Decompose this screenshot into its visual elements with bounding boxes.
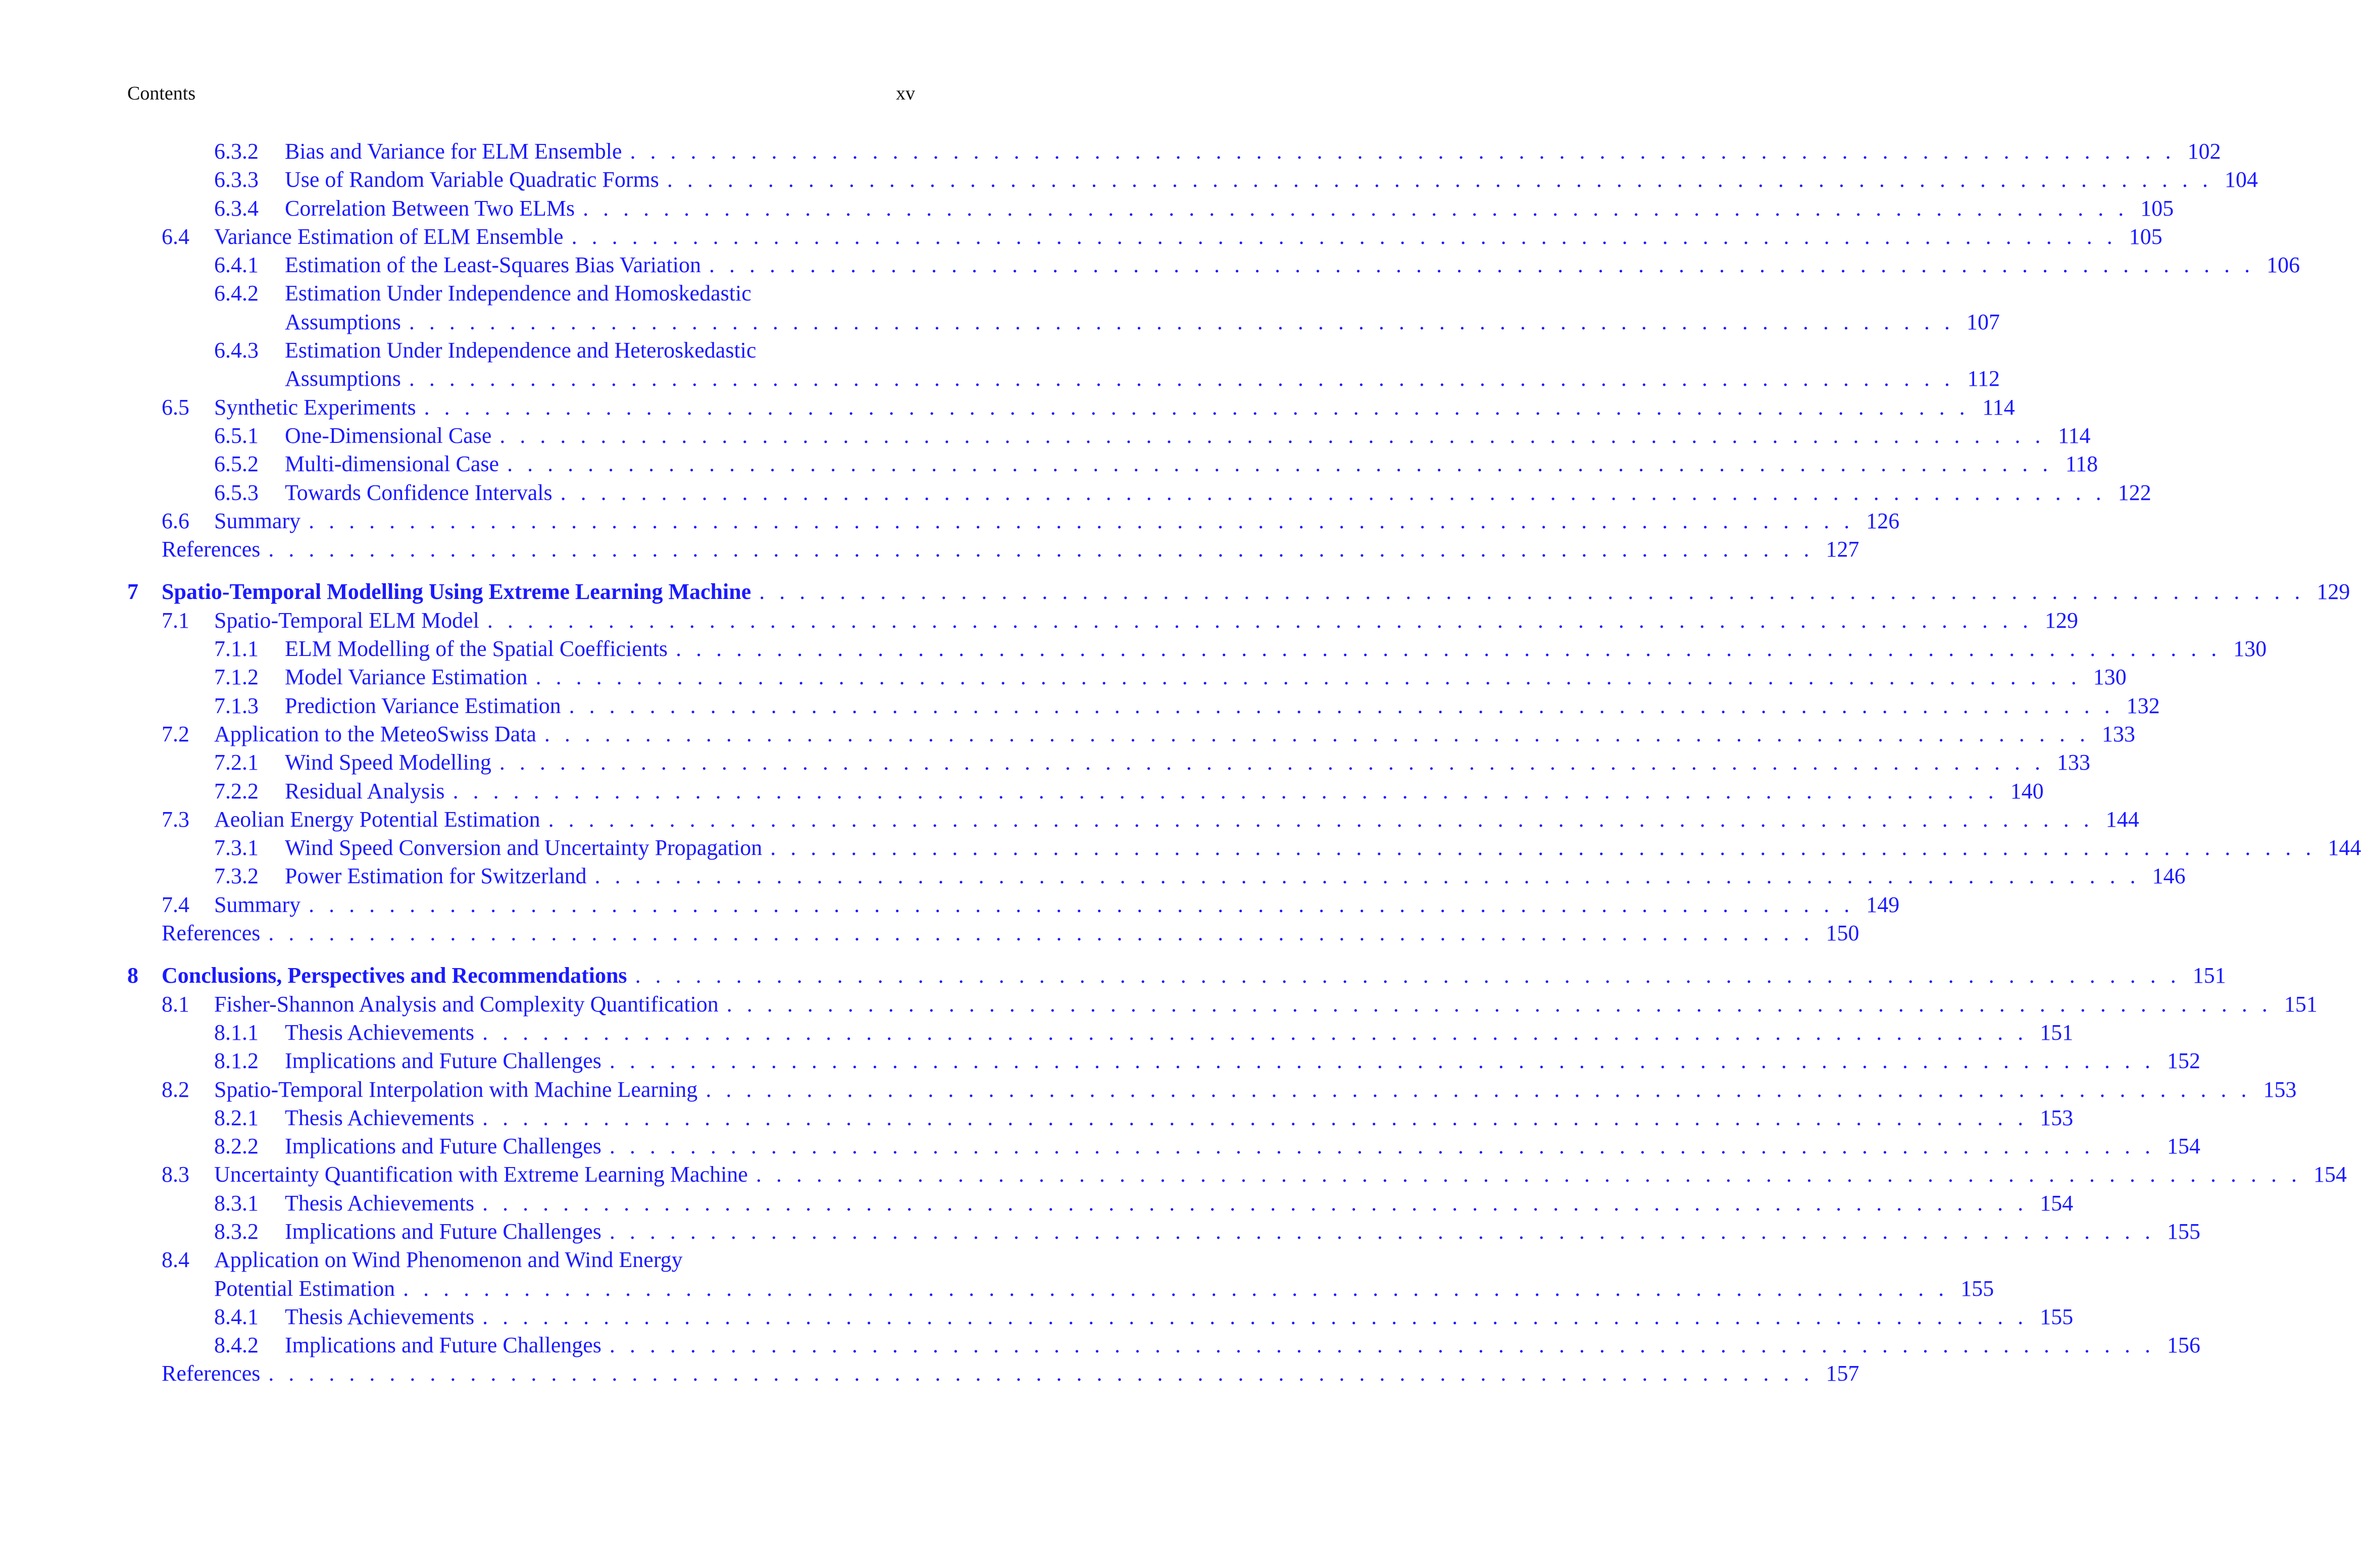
page-ref[interactable]: 106 [2267,252,2300,278]
leader-dots: . . . . . . . . . . . . . . . . . . . . . . . . . . . . . . . . . . . . . . . . . . . . . . . . . . . . . . . . . . . . . . . . . . . . . . . . . . . . . [569,693,2115,718]
page-ref[interactable]: 132 [2126,693,2160,718]
leader-dots: . . . . . . . . . . . . . . . . . . . . . . . . . . . . . . . . . . . . . . . . . . . . . . . . . . . . . . . . . . . . . . . . . . . . . . . . . . . . . [544,721,2090,746]
leader-dots: . . . . . . . . . . . . . . . . . . . . . . . . . . . . . . . . . . . . . . . . . . . . . . . . . . . . . . . . . . . . . . . . . . . . . . . . . . . . . [560,480,2106,505]
section-title[interactable]: Spatio-Temporal Interpolation with Machine Learning [214,1077,698,1102]
page-ref[interactable]: 127 [1826,537,1860,562]
toc-entry[interactable] [127,336,915,365]
page-ref[interactable]: 156 [2167,1333,2200,1358]
section-title[interactable]: Summary [214,892,301,917]
page-ref[interactable]: 150 [1826,921,1860,946]
section-number: 6.3.4 [214,195,259,221]
section-title[interactable]: Power Estimation for Switzerland [285,864,587,889]
page-ref[interactable]: 144 [2105,806,2139,832]
section-title[interactable]: Uncertainty Quantification with Extreme Learning Machine [214,1162,748,1187]
section-title[interactable]: Wind Speed Modelling [285,750,491,775]
section-title[interactable]: Implications and Future Challenges [285,1134,601,1159]
toc-entry[interactable] [127,223,2163,251]
leader-dots: . . . . . . . . . . . . . . . . . . . . . . . . . . . . . . . . . . . . . . . . . . . . . . . . . . . . . . . . . . . . . . . . . . . . . . . . . . . . . [403,1276,1949,1301]
section-title[interactable]: Thesis Achievements [285,1020,475,1045]
toc-entry-references[interactable] [127,1359,1860,1388]
section-number: 8.3 [162,1162,189,1187]
section-title[interactable]: Implications and Future Challenges [285,1219,601,1244]
page-ref[interactable]: 107 [1966,309,2000,334]
section-title[interactable]: Use of Random Variable Quadratic Forms [285,167,659,192]
toc-entry[interactable] [127,1331,2200,1359]
toc-entry-continuation[interactable] [127,308,2000,336]
toc-entry[interactable] [127,1104,2074,1132]
toc-entry[interactable] [127,251,2300,279]
page-ref[interactable]: 130 [2093,665,2127,690]
leader-dots: . . . . . . . . . . . . . . . . . . . . . . . . . . . . . . . . . . . . . . . . . . . . . . . . . . . . . . . . . . . . . . . . . . . . . . . . . . . . . [548,806,2094,832]
section-number: 8.3.2 [214,1219,259,1244]
leader-dots: . . . . . . . . . . . . . . . . . . . . . . . . . . . . . . . . . . . . . . . . . . . . . . . . . . . . . . . . . . . . . . . . . . . . . . . . . . . . . [482,1190,2028,1216]
page-ref[interactable]: 153 [2263,1077,2297,1102]
toc-entry[interactable] [127,834,2361,862]
toc-entry[interactable] [127,990,2318,1019]
toc-entry[interactable] [127,279,915,308]
toc-entry[interactable] [127,1019,2074,1047]
chapter-title[interactable]: Spatio-Temporal Modelling Using Extreme Learning Machine [162,579,751,604]
leader-dots: . . . . . . . . . . . . . . . . . . . . . . . . . . . . . . . . . . . . . . . . . . . . . . . . . . . . . . . . . . . . . . . . . . . . . . . . . . . . . [409,309,1954,334]
section-title[interactable]: Spatio-Temporal ELM Model [214,608,479,633]
page-ref[interactable]: 149 [1866,892,1900,917]
section-number: 6.5.1 [214,423,259,448]
toc-entry[interactable] [127,450,2098,478]
page-ref[interactable]: 154 [2313,1162,2347,1187]
toc-entry[interactable] [127,1246,915,1274]
section-number: 6.4 [162,224,189,249]
leader-dots: . . . . . . . . . . . . . . . . . . . . . . . . . . . . . . . . . . . . . . . . . . . . . . . . . . . . . . . . . . . . . . . . . . . . . . . . . . . . . [594,864,2140,889]
section-title[interactable]: Summary [214,508,301,533]
toc-entry[interactable] [127,1189,2074,1218]
leader-dots: . . . . . . . . . . . . . . . . . . . . . . . . . . . . . . . . . . . . . . . . . . . . . . . . . . . . . . . . . . . . . . . . . . . . . . . . . . . . . [706,1077,2251,1102]
page-header [127,81,915,106]
section-title[interactable]: Implications and Future Challenges [285,1333,601,1358]
leader-dots: . . . . . . . . . . . . . . . . . . . . . . . . . . . . . . . . . . . . . . . . . . . . . . . . . . . . . . . . . . . . . . . . . . . . . . . . . . . . . [309,508,1854,533]
page-ref[interactable]: 151 [2192,963,2226,988]
page-ref[interactable]: 154 [2040,1190,2074,1216]
toc-entry[interactable] [127,194,2174,223]
toc-entry[interactable] [127,891,1900,919]
page-ref[interactable]: 133 [2056,750,2090,775]
toc-entry[interactable] [127,1047,2200,1075]
toc-entry[interactable] [127,1303,2074,1331]
section-number: 7.3 [162,806,189,832]
section-title[interactable]: Thesis Achievements [285,1304,475,1329]
section-title[interactable]: Multi-dimensional Case [285,451,499,477]
page-ref[interactable]: 112 [1967,366,2000,391]
page-ref[interactable]: 155 [2040,1304,2074,1329]
page-ref[interactable]: 152 [2167,1048,2200,1074]
page-ref[interactable]: 154 [2167,1134,2200,1159]
section-title[interactable]: Prediction Variance Estimation [285,693,561,718]
toc-entry[interactable] [127,422,2091,450]
section-number: 8.1 [162,991,189,1017]
page-ref[interactable]: 129 [2044,608,2078,633]
leader-dots: . . . . . . . . . . . . . . . . . . . . . . . . . . . . . . . . . . . . . . . . . . . . . . . . . . . . . . . . . . . . . . . . . . . . . . . . . . . . . [268,921,1814,946]
page-ref[interactable]: 130 [2233,636,2267,662]
section-number: 7.1.3 [214,693,259,718]
page-ref[interactable]: 129 [2317,579,2350,604]
page-ref[interactable]: 104 [2224,167,2258,192]
section-title[interactable]: Thesis Achievements [285,1190,475,1216]
toc-entry[interactable] [127,692,2160,720]
leader-dots: . . . . . . . . . . . . . . . . . . . . . . . . . . . . . . . . . . . . . . . . . . . . . . . . . . . . . . . . . . . . . . . . . . . . . . . . . . . . . [583,195,2129,221]
section-title[interactable]: ELM Modelling of the Spatial Coefficients [285,636,668,662]
chapter-number: 8 [127,963,138,988]
toc-entry[interactable] [127,1160,2347,1189]
leader-dots: . . . . . . . . . . . . . . . . . . . . . . . . . . . . . . . . . . . . . . . . . . . . . . . . . . . . . . . . . . . . . . . . . . . . . . . . . . . . . [676,636,2222,662]
section-number: 8.4.1 [214,1304,259,1329]
section-number: 7.4 [162,892,189,917]
section-number: 6.3.3 [214,167,259,192]
section-number: 8.4.2 [214,1333,259,1358]
section-title[interactable]: Correlation Between Two ELMs [285,195,575,221]
leader-dots: . . . . . . . . . . . . . . . . . . . . . . . . . . . . . . . . . . . . . . . . . . . . . . . . . . . . . . . . . . . . . . . . . . . . . . . . . . . . . [507,451,2053,477]
section-title[interactable]: One-Dimensional Case [285,423,492,448]
section-number: 8.2.1 [214,1105,259,1130]
page-ref[interactable]: 133 [2101,721,2135,746]
section-title[interactable]: Assumptions [285,366,401,391]
section-title[interactable]: Variance Estimation of ELM Ensemble [214,224,564,249]
page-number: xv [896,83,915,104]
section-title[interactable]: Aeolian Energy Potential Estimation [214,806,540,832]
section-number: 7.1 [162,608,189,633]
leader-dots: . . . . . . . . . . . . . . . . . . . . . . . . . . . . . . . . . . . . . . . . . . . . . . . . . . . . . . . . . . . . . . . . . . . . . . . . . . . . . [630,139,2176,164]
toc-entry-continuation[interactable] [127,1275,1994,1303]
section-title[interactable]: Assumptions [285,309,401,334]
chapter-number: 7 [127,579,138,604]
leader-dots: . . . . . . . . . . . . . . . . . . . . . . . . . . . . . . . . . . . . . . . . . . . . . . . . . . . . . . . . . . . . . . . . . . . . . . . . . . . . . [770,835,2316,861]
section-title[interactable]: Thesis Achievements [285,1105,475,1130]
toc-entry[interactable] [127,805,2139,834]
section-number: 6.5.2 [214,451,259,477]
toc-entry-continuation[interactable] [127,365,2000,393]
page-ref[interactable]: 155 [2167,1219,2200,1244]
toc-entry[interactable] [127,720,2135,748]
section-title[interactable]: Fisher-Shannon Analysis and Complexity Quantification [214,991,719,1017]
toc-chapter[interactable] [127,962,2226,990]
toc-entry[interactable] [127,635,2267,663]
page-ref[interactable]: 105 [2129,224,2163,249]
section-title[interactable]: Model Variance Estimation [285,665,528,690]
section-title[interactable]: Estimation of the Least-Squares Bias Variation [285,252,701,278]
leader-dots: . . . . . . . . . . . . . . . . . . . . . . . . . . . . . . . . . . . . . . . . . . . . . . . . . . . . . . . . . . . . . . . . . . . . . . . . . . . . . [759,579,2305,604]
page-ref[interactable]: 153 [2040,1105,2074,1130]
section-title[interactable]: Synthetic Experiments [214,394,416,420]
toc-entry[interactable] [127,507,1900,535]
toc-chapter[interactable] [127,578,2350,606]
section-title[interactable]: Bias and Variance for ELM Ensemble [285,139,622,164]
toc-entry[interactable] [127,166,2258,194]
page-ref[interactable]: 144 [2328,835,2361,861]
leader-dots: . . . . . . . . . . . . . . . . . . . . . . . . . . . . . . . . . . . . . . . . . . . . . . . . . . . . . . . . . . . . . . . . . . . . . . . . . . . . . [268,537,1814,562]
leader-dots: . . . . . . . . . . . . . . . . . . . . . . . . . . . . . . . . . . . . . . . . . . . . . . . . . . . . . . . . . . . . . . . . . . . . . . . . . . . . . [609,1333,2155,1358]
leader-dots: . . . . . . . . . . . . . . . . . . . . . . . . . . . . . . . . . . . . . . . . . . . . . . . . . . . . . . . . . . . . . . . . . . . . . . . . . . . . . [756,1162,2301,1187]
section-number: 6.6 [162,508,189,533]
page-ref[interactable]: 105 [2140,195,2174,221]
section-title[interactable]: References [162,921,261,946]
section-number: 6.4.3 [214,338,259,363]
toc-entry[interactable] [127,748,2090,777]
leader-dots: . . . . . . . . . . . . . . . . . . . . . . . . . . . . . . . . . . . . . . . . . . . . . . . . . . . . . . . . . . . . . . . . . . . . . . . . . . . . . [499,750,2045,775]
toc-entry[interactable] [127,479,2151,507]
section-title[interactable]: Residual Analysis [285,778,445,803]
leader-dots: . . . . . . . . . . . . . . . . . . . . . . . . . . . . . . . . . . . . . . . . . . . . . . . . . . . . . . . . . . . . . . . . . . . . . . . . . . . . . [635,963,2181,988]
toc-entry[interactable] [127,1132,2200,1160]
section-title[interactable]: Estimation Under Independence and Homoskedastic [285,281,751,306]
leader-dots: . . . . . . . . . . . . . . . . . . . . . . . . . . . . . . . . . . . . . . . . . . . . . . . . . . . . . . . . . . . . . . . . . . . . . . . . . . . . . [609,1134,2155,1159]
leader-dots: . . . . . . . . . . . . . . . . . . . . . . . . . . . . . . . . . . . . . . . . . . . . . . . . . . . . . . . . . . . . . . . . . . . . . . . . . . . . . [571,224,2117,249]
section-number: 7.2.1 [214,750,259,775]
section-number: 7.1.1 [214,636,259,662]
section-number: 7.3.1 [214,835,259,861]
leader-dots: . . . . . . . . . . . . . . . . . . . . . . . . . . . . . . . . . . . . . . . . . . . . . . . . . . . . . . . . . . . . . . . . . . . . . . . . . . . . . [609,1048,2155,1074]
section-title[interactable]: Estimation Under Independence and Heteroskedastic [285,338,757,363]
section-number: 6.4.1 [214,252,259,278]
page-ref[interactable]: 126 [1866,508,1900,533]
section-number: 8.2.2 [214,1134,259,1159]
leader-dots: . . . . . . . . . . . . . . . . . . . . . . . . . . . . . . . . . . . . . . . . . . . . . . . . . . . . . . . . . . . . . . . . . . . . . . . . . . . . . [535,665,2081,690]
section-number: 7.1.2 [214,665,259,690]
toc-entry[interactable] [127,777,2044,805]
page-ref[interactable]: 146 [2152,864,2186,889]
section-title[interactable]: Application on Wind Phenomenon and Wind Energy [214,1247,683,1273]
page-ref[interactable]: 114 [2057,423,2091,448]
page-ref[interactable]: 102 [2187,139,2221,164]
toc-entry[interactable] [127,606,2078,635]
page-ref[interactable]: 151 [2040,1020,2074,1045]
chapter-title[interactable]: Conclusions, Perspectives and Recommendations [162,963,627,988]
section-number: 8.1.1 [214,1020,259,1045]
table-of-contents [127,137,2361,1388]
section-title[interactable]: References [162,1361,261,1386]
page-ref[interactable]: 140 [2010,778,2044,803]
section-number: 7.2.2 [214,778,259,803]
page-ref[interactable]: 114 [1982,394,2015,420]
section-number: 7.2 [162,721,189,746]
section-title[interactable]: References [162,537,261,562]
toc-entry[interactable] [127,1076,2297,1104]
section-number: 8.2 [162,1077,189,1102]
section-title[interactable]: Wind Speed Conversion and Uncertainty Propagation [285,835,763,861]
page-ref[interactable]: 122 [2118,480,2151,505]
leader-dots: . . . . . . . . . . . . . . . . . . . . . . . . . . . . . . . . . . . . . . . . . . . . . . . . . . . . . . . . . . . . . . . . . . . . . . . . . . . . . [709,252,2255,278]
section-title[interactable]: Towards Confidence Intervals [285,480,552,505]
leader-dots: . . . . . . . . . . . . . . . . . . . . . . . . . . . . . . . . . . . . . . . . . . . . . . . . . . . . . . . . . . . . . . . . . . . . . . . . . . . . . [487,608,2033,633]
section-title[interactable]: Potential Estimation [214,1276,395,1301]
leader-dots: . . . . . . . . . . . . . . . . . . . . . . . . . . . . . . . . . . . . . . . . . . . . . . . . . . . . . . . . . . . . . . . . . . . . . . . . . . . . . [453,778,1998,803]
leader-dots: . . . . . . . . . . . . . . . . . . . . . . . . . . . . . . . . . . . . . . . . . . . . . . . . . . . . . . . . . . . . . . . . . . . . . . . . . . . . . [482,1304,2028,1329]
leader-dots: . . . . . . . . . . . . . . . . . . . . . . . . . . . . . . . . . . . . . . . . . . . . . . . . . . . . . . . . . . . . . . . . . . . . . . . . . . . . . [409,366,1954,391]
toc-entry[interactable] [127,862,2186,890]
section-title[interactable]: Application to the MeteoSwiss Data [214,721,536,746]
leader-dots: . . . . . . . . . . . . . . . . . . . . . . . . . . . . . . . . . . . . . . . . . . . . . . . . . . . . . . . . . . . . . . . . . . . . . . . . . . . . . [424,394,1970,420]
running-head: Contents [127,83,196,104]
page-ref[interactable]: 155 [1961,1276,1994,1301]
section-number: 6.5.3 [214,480,259,505]
section-number: 8.1.2 [214,1048,259,1074]
section-number: 6.4.2 [214,281,259,306]
section-number: 6.3.2 [214,139,259,164]
page-ref[interactable]: 118 [2065,451,2098,477]
section-title[interactable]: Implications and Future Challenges [285,1048,601,1074]
leader-dots: . . . . . . . . . . . . . . . . . . . . . . . . . . . . . . . . . . . . . . . . . . . . . . . . . . . . . . . . . . . . . . . . . . . . . . . . . . . . . [609,1219,2155,1244]
leader-dots: . . . . . . . . . . . . . . . . . . . . . . . . . . . . . . . . . . . . . . . . . . . . . . . . . . . . . . . . . . . . . . . . . . . . . . . . . . . . . [667,167,2213,192]
page-ref[interactable]: 157 [1826,1361,1860,1386]
section-number: 8.3.1 [214,1190,259,1216]
leader-dots: . . . . . . . . . . . . . . . . . . . . . . . . . . . . . . . . . . . . . . . . . . . . . . . . . . . . . . . . . . . . . . . . . . . . . . . . . . . . . [309,892,1854,917]
toc-entry[interactable] [127,663,2127,691]
leader-dots: . . . . . . . . . . . . . . . . . . . . . . . . . . . . . . . . . . . . . . . . . . . . . . . . . . . . . . . . . . . . . . . . . . . . . . . . . . . . . [482,1105,2028,1130]
leader-dots: . . . . . . . . . . . . . . . . . . . . . . . . . . . . . . . . . . . . . . . . . . . . . . . . . . . . . . . . . . . . . . . . . . . . . . . . . . . . . [482,1020,2028,1045]
toc-entry-references[interactable] [127,535,1860,564]
toc-entry[interactable] [127,137,2221,166]
leader-dots: . . . . . . . . . . . . . . . . . . . . . . . . . . . . . . . . . . . . . . . . . . . . . . . . . . . . . . . . . . . . . . . . . . . . . . . . . . . . . [499,423,2045,448]
page-ref[interactable]: 151 [2284,991,2318,1017]
toc-entry[interactable] [127,393,2015,422]
toc-entry-references[interactable] [127,919,1860,947]
leader-dots: . . . . . . . . . . . . . . . . . . . . . . . . . . . . . . . . . . . . . . . . . . . . . . . . . . . . . . . . . . . . . . . . . . . . . . . . . . . . . [726,991,2272,1017]
section-number: 7.3.2 [214,864,259,889]
section-number: 6.5 [162,394,189,420]
toc-entry[interactable] [127,1218,2200,1246]
leader-dots: . . . . . . . . . . . . . . . . . . . . . . . . . . . . . . . . . . . . . . . . . . . . . . . . . . . . . . . . . . . . . . . . . . . . . . . . . . . . . [268,1361,1814,1386]
section-number: 8.4 [162,1247,189,1273]
